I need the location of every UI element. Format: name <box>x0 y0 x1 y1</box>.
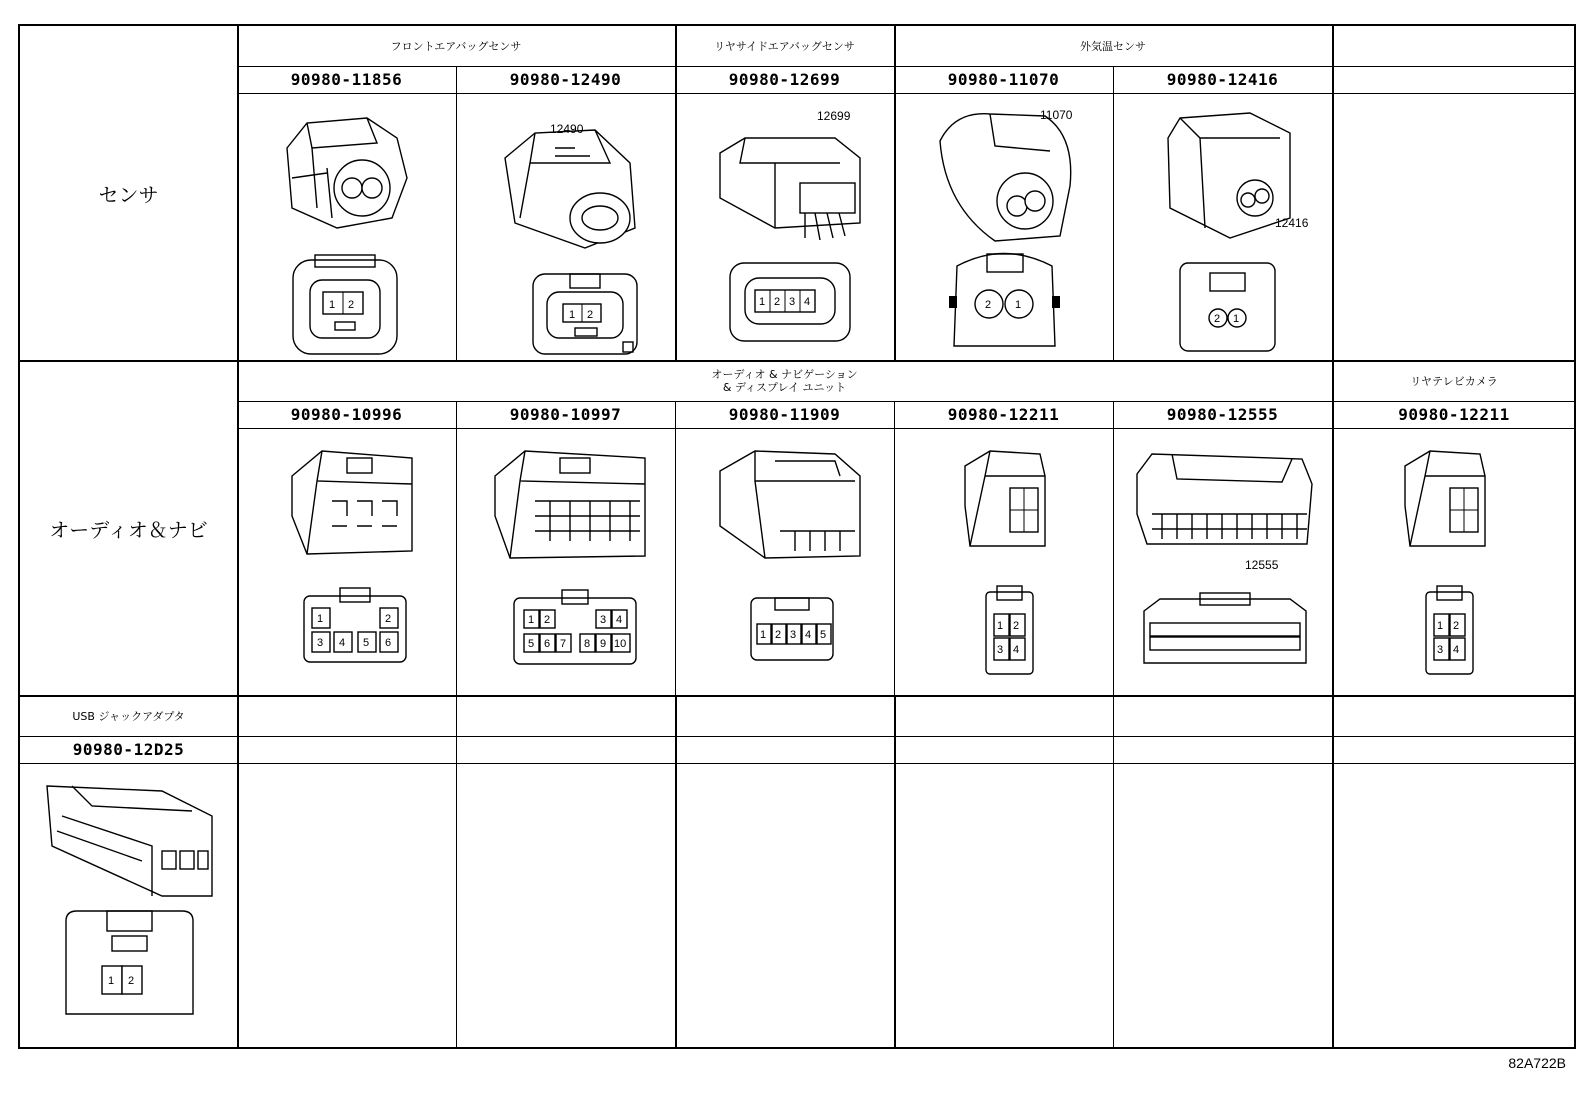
connector-iso-drawing <box>287 446 417 561</box>
connector-iso-drawing <box>277 108 417 238</box>
part-number: 90980-12D25 <box>72 740 185 759</box>
connector-face-drawing <box>982 584 1037 679</box>
svg-text:3: 3 <box>997 644 1004 656</box>
svg-text:2: 2 <box>385 613 392 625</box>
svg-text:5: 5 <box>820 629 827 641</box>
svg-text:4: 4 <box>1453 644 1460 656</box>
svg-text:1: 1 <box>569 309 576 321</box>
svg-text:2: 2 <box>775 629 782 641</box>
part-number: 90980-12211 <box>947 405 1060 424</box>
part-number: 90980-12699 <box>728 70 841 89</box>
svg-text:6: 6 <box>385 637 392 649</box>
connector-face-drawing <box>1140 591 1310 669</box>
group-outside-temp-sensor: 外気温センサ <box>1080 39 1146 53</box>
svg-text:8: 8 <box>584 638 591 650</box>
svg-text:4: 4 <box>339 637 346 649</box>
connector-face-drawing <box>300 586 410 666</box>
svg-text:1: 1 <box>1233 313 1240 325</box>
part-number: 90980-12211 <box>1398 405 1510 424</box>
svg-text:4: 4 <box>804 296 811 308</box>
part-number: 90980-10996 <box>290 405 403 424</box>
svg-text:2: 2 <box>1013 620 1020 632</box>
svg-text:5: 5 <box>528 638 535 650</box>
ref-label: 12490 <box>550 122 584 136</box>
connector-iso-drawing <box>715 128 865 248</box>
svg-text:3: 3 <box>790 629 797 641</box>
svg-text:2: 2 <box>1453 620 1460 632</box>
ref-label: 12416 <box>1275 216 1309 230</box>
connector-face-drawing <box>1422 584 1477 679</box>
connector-iso-drawing <box>1132 444 1317 556</box>
svg-text:4: 4 <box>1013 644 1020 656</box>
svg-text:2: 2 <box>587 309 594 321</box>
connector-face-drawing <box>1175 258 1280 358</box>
row-label-sensor: センサ <box>98 182 159 207</box>
part-number: 90980-11909 <box>728 405 841 424</box>
svg-text:1: 1 <box>329 299 336 311</box>
group-rear-side-airbag-sensor: リヤサイドエアバッグセンサ <box>714 39 855 53</box>
part-number: 90980-11070 <box>947 70 1060 89</box>
connector-face-drawing <box>725 258 855 348</box>
svg-text:1: 1 <box>317 613 324 625</box>
svg-text:6: 6 <box>544 638 551 650</box>
connector-face-drawing <box>510 588 640 668</box>
part-number: 90980-10997 <box>509 405 622 424</box>
svg-text:4: 4 <box>805 629 812 641</box>
svg-text:1: 1 <box>528 614 535 626</box>
svg-text:1: 1 <box>1015 299 1022 311</box>
svg-text:1: 1 <box>997 620 1004 632</box>
part-number: 90980-12555 <box>1166 405 1279 424</box>
drawing-code: 82A722B <box>1508 1055 1566 1071</box>
group-front-airbag-sensor: フロントエアバッグセンサ <box>390 39 522 53</box>
part-number: 90980-12416 <box>1166 70 1279 89</box>
svg-text:4: 4 <box>616 614 623 626</box>
connector-face-drawing <box>285 250 405 362</box>
connector-iso-drawing <box>1400 446 1490 551</box>
svg-text:9: 9 <box>600 638 607 650</box>
group-usb-jack-adapter: USB ジャックアダプタ <box>72 709 185 723</box>
connector-face-drawing <box>62 906 197 1021</box>
svg-text:2: 2 <box>348 299 355 311</box>
svg-text:3: 3 <box>789 296 796 308</box>
ref-label: 12699 <box>817 109 851 123</box>
svg-text:1: 1 <box>760 629 767 641</box>
connector-iso-drawing <box>715 446 865 566</box>
svg-text:1: 1 <box>1437 620 1444 632</box>
svg-text:3: 3 <box>317 637 324 649</box>
connector-iso-drawing <box>495 118 645 253</box>
svg-text:5: 5 <box>363 637 370 649</box>
connector-table <box>18 24 1576 1049</box>
group-audio-navi-display: オーディオ & ナビゲーション & ディスプレイ ユニット <box>711 368 858 394</box>
svg-text:1: 1 <box>759 296 766 308</box>
connector-face-drawing <box>525 270 645 360</box>
part-number: 90980-12490 <box>509 70 622 89</box>
svg-text:1: 1 <box>108 975 115 987</box>
connector-face-drawing <box>947 246 1062 358</box>
ref-label: 12555 <box>1245 558 1279 572</box>
svg-text:3: 3 <box>1437 644 1444 656</box>
ref-label: 11070 <box>1040 108 1073 122</box>
group-rear-tv-camera: リヤテレビカメラ <box>1410 374 1498 388</box>
row-label-audio-navi: オーディオ＆ナビ <box>49 517 208 542</box>
connector-iso-drawing <box>935 106 1080 246</box>
connector-iso-drawing <box>42 776 217 901</box>
svg-text:2: 2 <box>544 614 551 626</box>
svg-text:2: 2 <box>128 975 135 987</box>
svg-text:10: 10 <box>614 638 627 650</box>
svg-text:2: 2 <box>774 296 781 308</box>
connector-iso-drawing <box>960 446 1050 551</box>
connector-face-drawing <box>747 594 837 664</box>
svg-text:7: 7 <box>560 638 567 650</box>
svg-text:2: 2 <box>1214 313 1221 325</box>
connector-iso-drawing <box>490 446 650 566</box>
part-number: 90980-11856 <box>290 70 403 89</box>
svg-text:3: 3 <box>600 614 607 626</box>
svg-text:2: 2 <box>985 299 992 311</box>
